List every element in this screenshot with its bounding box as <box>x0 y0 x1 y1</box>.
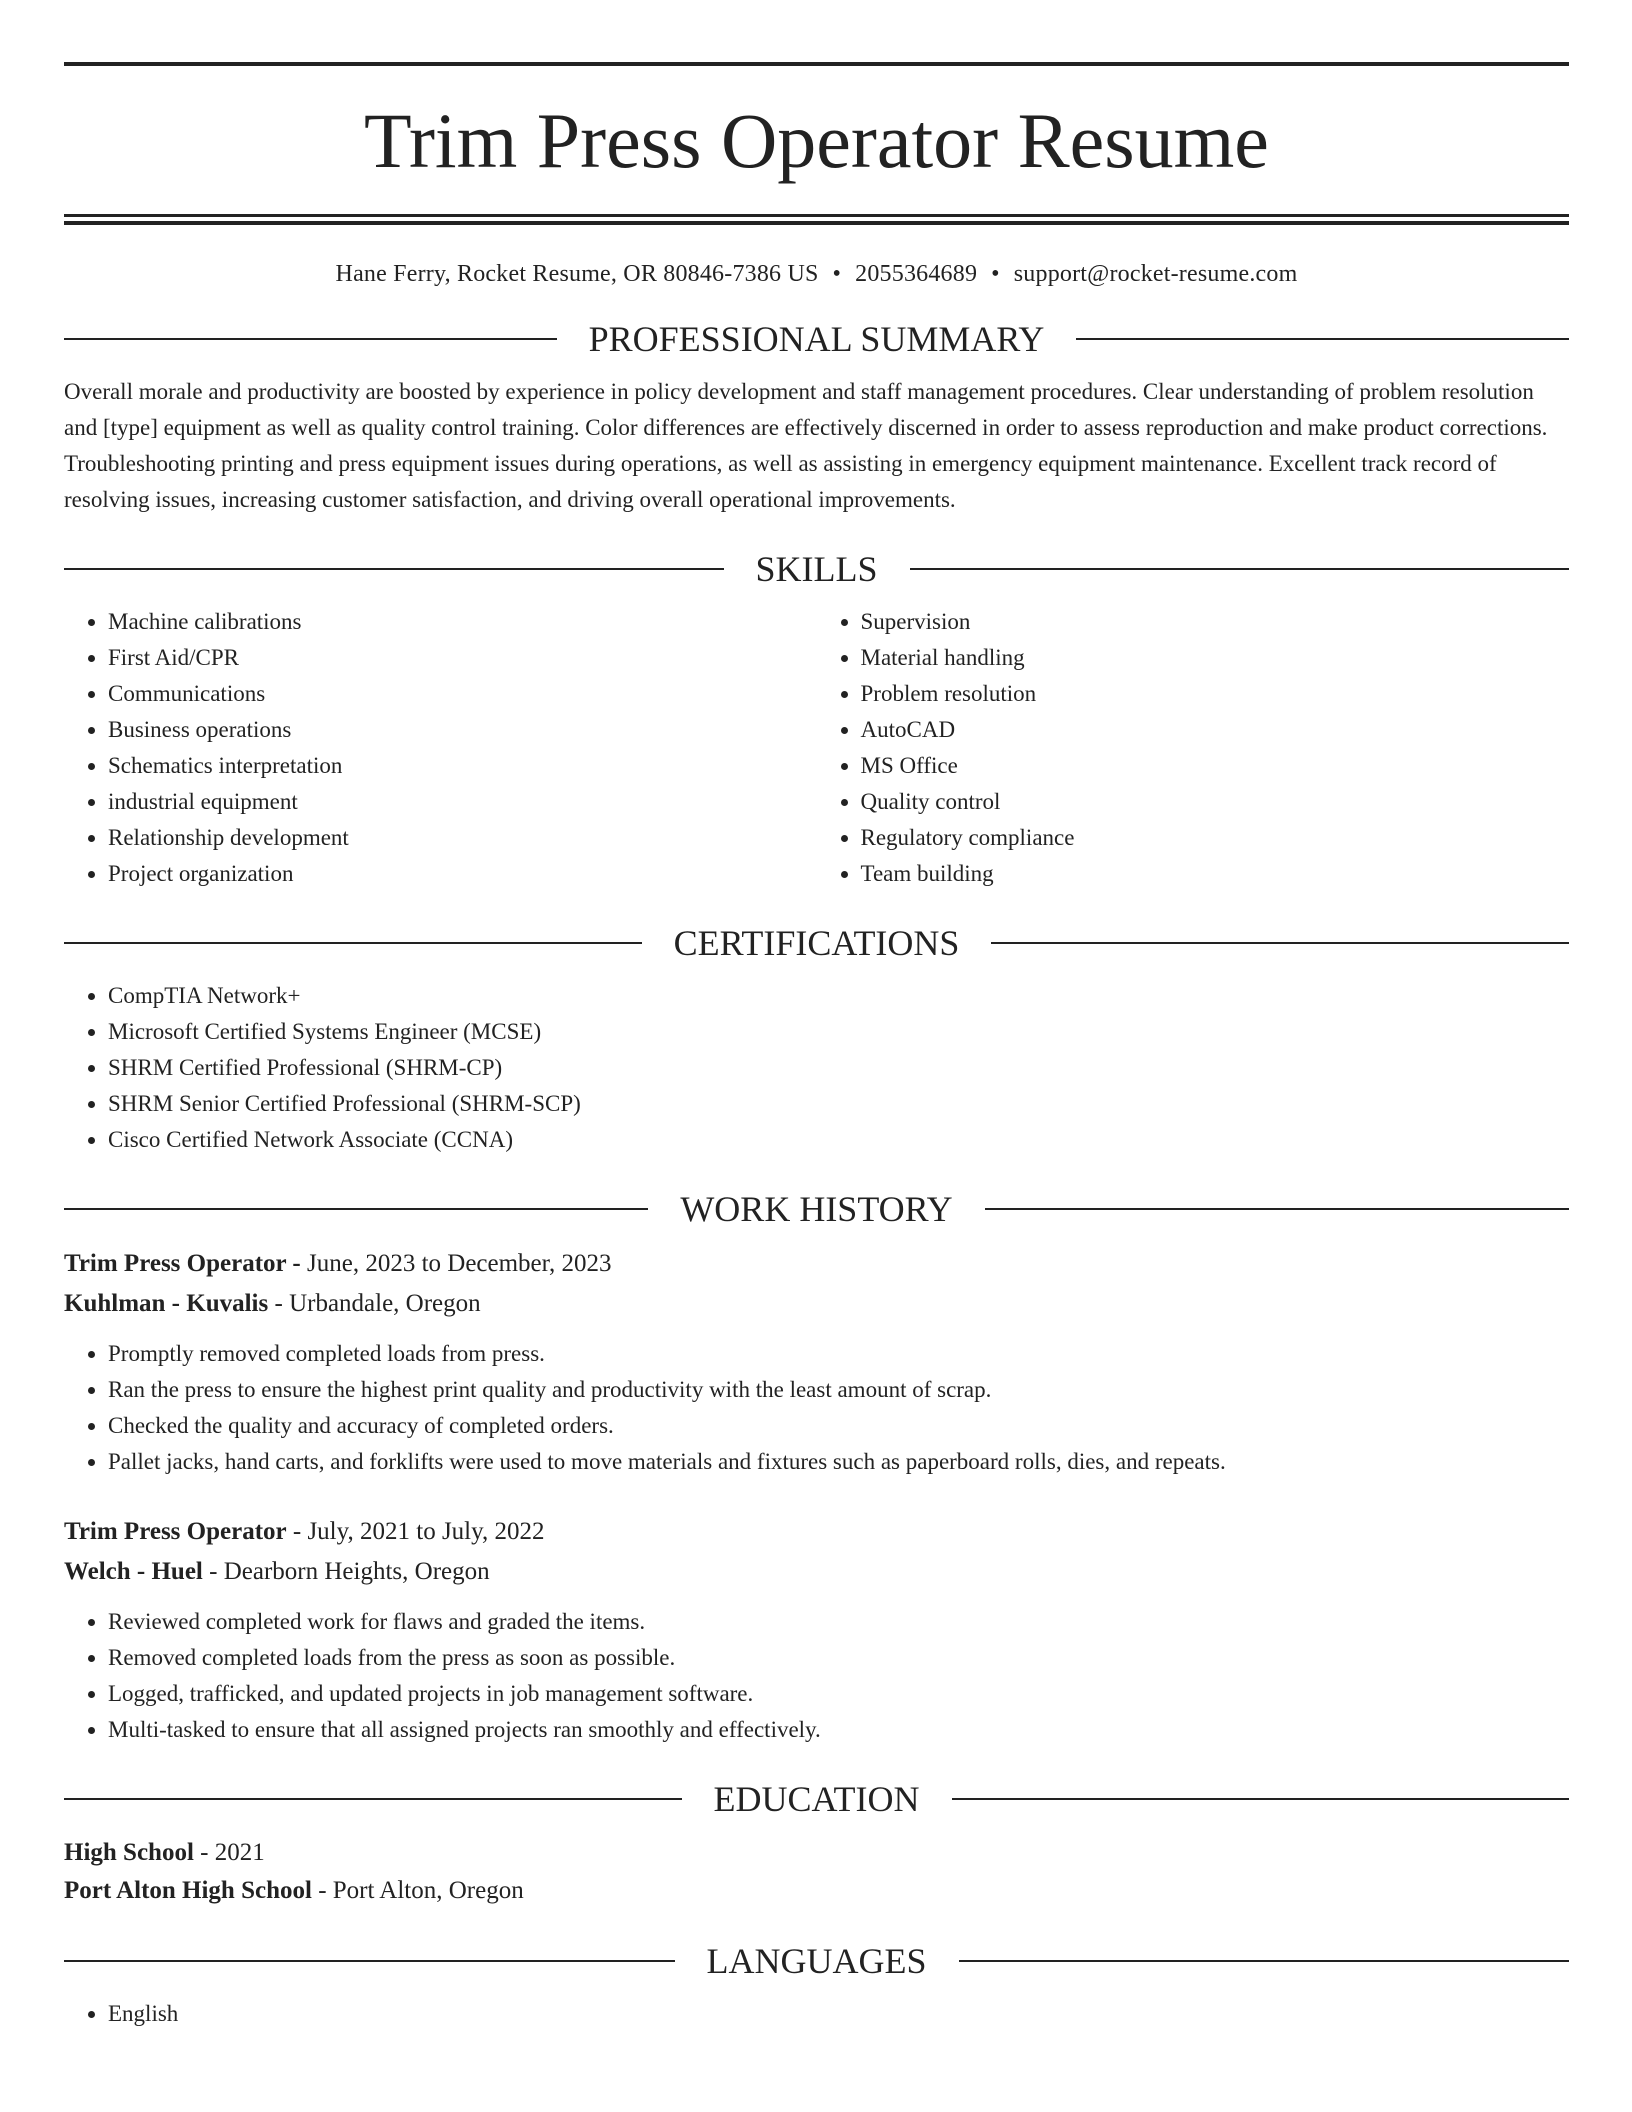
section-title: WORK HISTORY <box>680 1189 953 1229</box>
section-heading-summary <box>64 318 1569 360</box>
section-title: CERTIFICATIONS <box>673 923 960 963</box>
job-title-line: Trim Press Operator - June, 2023 to December, 2023 <box>64 1250 612 1277</box>
job-bullet: • Promptly removed completed loads from press. <box>108 1336 1569 1372</box>
certification-item: • SHRM Certified Professional (SHRM-CP) <box>108 1050 1569 1086</box>
job-entry <box>64 1512 1569 1748</box>
job-title-line: Trim Press Operator - July, 2021 to July, 2022 <box>64 1518 545 1545</box>
skill-item: • Schematics interpretation <box>108 748 817 784</box>
section-title: SKILLS <box>755 549 878 589</box>
contact-separator: • <box>991 261 1000 287</box>
education-degree-line: High School - 2021 <box>64 1839 265 1866</box>
skill-item: • MS Office <box>861 748 1570 784</box>
job-title: Trim Press Operator <box>64 1250 287 1277</box>
skill-item: • Project organization <box>108 856 817 892</box>
heading-rule <box>64 1960 675 1962</box>
job-bullets <box>64 1604 1569 1748</box>
section-title: EDUCATION <box>713 1779 920 1819</box>
job-entry <box>64 1244 1569 1480</box>
job-bullet: • Checked the quality and accuracy of completed orders. <box>108 1408 1569 1444</box>
section-heading-education <box>64 1778 1569 1820</box>
summary-text: Overall morale and productivity are boosted by experience in policy development and staff management procedures. Clear understanding of problem resolution and [type] equipment as well as quality control training. Color differences are effectively discerned in order to assess reproduction and make product corrections. Troubleshooting printing and press equipment issues during operations, as well as assisting in emergency equipment maintenance. Excellent track record of resolving issues, increasing customer satisfaction, and driving overall operational improvements. <box>64 379 1548 512</box>
skill-item: • Quality control <box>861 784 1570 820</box>
resume-page <box>64 62 1569 2032</box>
heading-rule <box>910 568 1570 570</box>
resume-title: Trim Press Operator Resume <box>364 97 1269 184</box>
education-school: Port Alton High School <box>64 1877 312 1904</box>
job-bullet: • Reviewed completed work for flaws and graded the items. <box>108 1604 1569 1640</box>
section-heading-certifications <box>64 922 1569 964</box>
top-rule <box>64 62 1569 66</box>
education-school-line: Port Alton High School - Port Alton, Oregon <box>64 1877 524 1904</box>
contact-separator: • <box>832 261 842 287</box>
job-bullet: • Ran the press to ensure the highest print quality and productivity with the least amount of scrap. <box>108 1372 1569 1408</box>
skill-item: • Problem resolution <box>861 676 1570 712</box>
certifications-list <box>64 978 1569 1158</box>
skill-item: • Supervision <box>861 604 1570 640</box>
heading-rule <box>64 338 557 340</box>
heading-rule <box>64 568 724 570</box>
skills-list-left <box>64 604 817 892</box>
skill-item: • Team building <box>861 856 1570 892</box>
section-heading-skills <box>64 548 1569 590</box>
heading-rule <box>991 942 1569 944</box>
skill-item: • Material handling <box>861 640 1570 676</box>
education-degree: High School <box>64 1839 194 1866</box>
job-title: Trim Press Operator <box>64 1518 287 1545</box>
certification-item: • CompTIA Network+ <box>108 978 1569 1014</box>
job-bullet: • Pallet jacks, hand carts, and forklifts were used to move materials and fixtures such as paperboard rolls, dies, and repeats. <box>108 1444 1569 1480</box>
heading-rule <box>952 1798 1570 1800</box>
certification-item: • Microsoft Certified Systems Engineer (MCSE) <box>108 1014 1569 1050</box>
heading-rule <box>64 1208 648 1210</box>
certification-item: • SHRM Senior Certified Professional (SHRM-SCP) <box>108 1086 1569 1122</box>
skill-item: • Regulatory compliance <box>861 820 1570 856</box>
skill-item: • Business operations <box>108 712 817 748</box>
contact-phone: 2055364689 <box>855 261 978 287</box>
skill-item: • Communications <box>108 676 817 712</box>
company-name: Welch - Huel <box>64 1558 203 1585</box>
language-item: • English <box>108 1996 1569 2032</box>
heading-rule <box>64 942 642 944</box>
company-line: Kuhlman - Kuvalis - Urbandale, Oregon <box>64 1290 481 1317</box>
education-year: 2021 <box>214 1839 265 1866</box>
contact-email[interactable]: support@rocket-resume.com <box>1013 261 1298 287</box>
section-title: PROFESSIONAL SUMMARY <box>588 319 1045 359</box>
job-bullet: • Logged, trafficked, and updated projects in job management software. <box>108 1676 1569 1712</box>
section-heading-work-history <box>64 1188 1569 1230</box>
skills-grid <box>64 604 1569 892</box>
skills-list-right <box>817 604 1570 892</box>
skill-item: • First Aid/CPR <box>108 640 817 676</box>
company-line: Welch - Huel - Dearborn Heights, Oregon <box>64 1558 490 1585</box>
skill-item: • Machine calibrations <box>108 604 817 640</box>
heading-rule <box>985 1208 1569 1210</box>
job-bullet: • Multi-tasked to ensure that all assigned projects ran smoothly and effectively. <box>108 1712 1569 1748</box>
certification-item: • Cisco Certified Network Associate (CCNA) <box>108 1122 1569 1158</box>
contact-line <box>64 261 1569 288</box>
heading-rule <box>64 1798 682 1800</box>
job-bullet: • Removed completed loads from the press as soon as possible. <box>108 1640 1569 1676</box>
company-name: Kuhlman - Kuvalis <box>64 1290 269 1317</box>
job-bullets <box>64 1336 1569 1480</box>
languages-list <box>64 1996 1569 2032</box>
company-location: Dearborn Heights, Oregon <box>223 1558 490 1585</box>
job-dates: July, 2021 to July, 2022 <box>307 1518 545 1545</box>
title-double-rule <box>64 214 1569 225</box>
heading-rule <box>1076 338 1569 340</box>
heading-rule <box>959 1960 1570 1962</box>
skill-item: • industrial equipment <box>108 784 817 820</box>
company-location: Urbandale, Oregon <box>289 1290 481 1317</box>
section-heading-languages <box>64 1940 1569 1982</box>
skill-item: • Relationship development <box>108 820 817 856</box>
skill-item: • AutoCAD <box>861 712 1570 748</box>
education-location: Port Alton, Oregon <box>332 1877 524 1904</box>
contact-address: Hane Ferry, Rocket Resume, OR 80846-7386 US <box>335 261 819 287</box>
job-dates: June, 2023 to December, 2023 <box>307 1250 612 1277</box>
section-title: LANGUAGES <box>706 1941 927 1981</box>
